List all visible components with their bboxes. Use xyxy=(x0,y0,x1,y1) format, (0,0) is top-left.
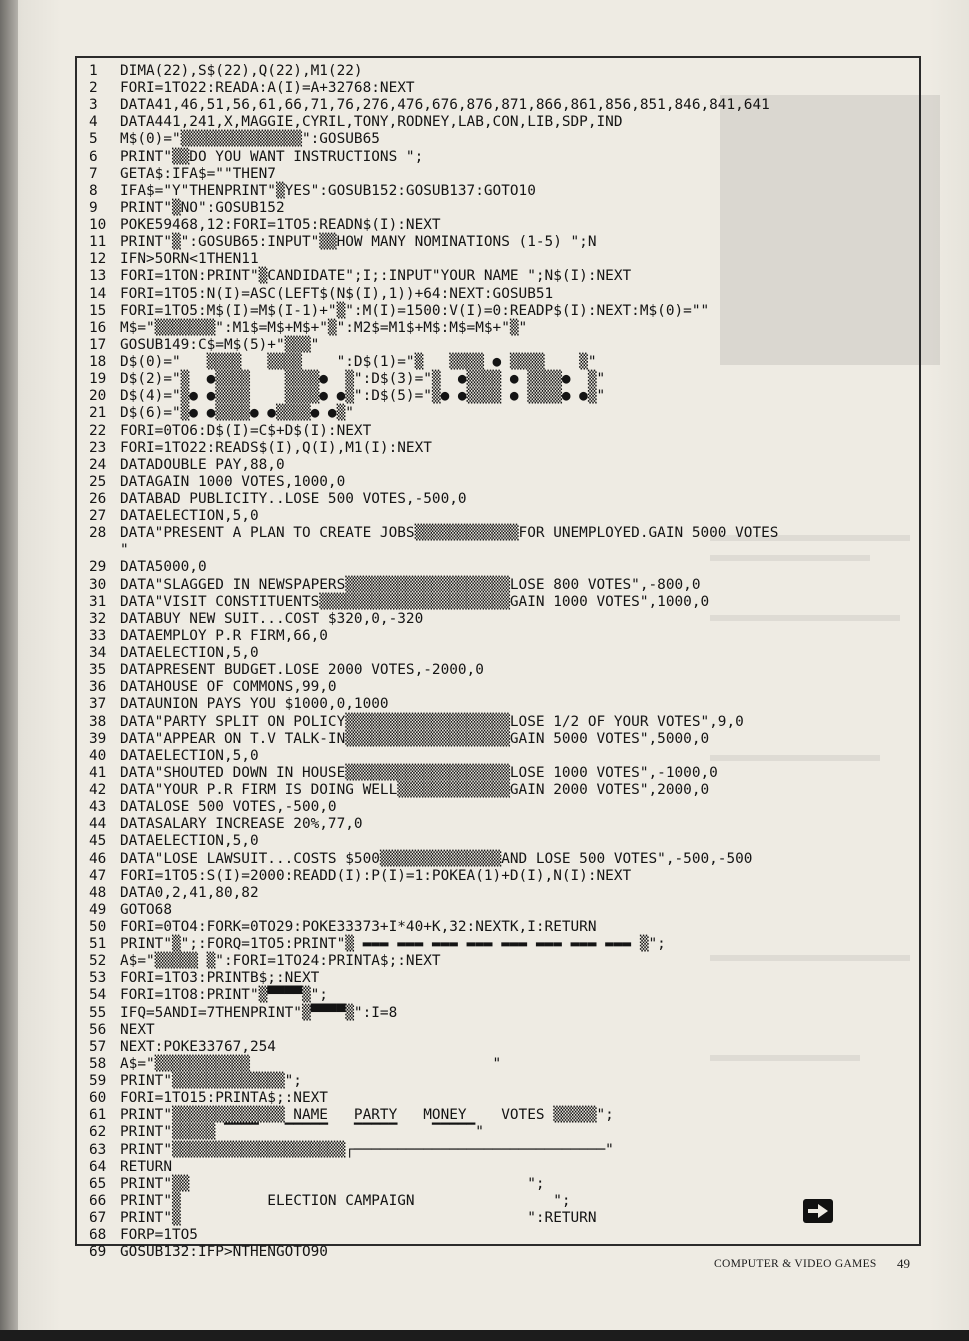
line-number: 27 xyxy=(89,508,107,525)
line-code: D$(2)="▒ ●▒▒▒▒ ▒▒▒▒● ▒":D$(3)="▒ ●▒▒▒▒ ● ▒▒▒▒● ▒" xyxy=(120,371,606,388)
line-code: DATAUNION PAYS YOU $1000,0,1000 xyxy=(120,696,389,713)
code-line xyxy=(89,131,380,148)
code-line xyxy=(89,63,363,80)
line-code: DATAGAIN 1000 VOTES,1000,0 xyxy=(120,473,346,490)
line-code: DATAHOUSE OF COMMONS,99,0 xyxy=(120,679,337,696)
code-line xyxy=(89,1193,571,1210)
code-line xyxy=(89,628,328,645)
line-number: 58 xyxy=(89,1055,107,1072)
line-code: FORI=1TO5:N(I)=ASC(LEFT$(N$(I),1))+64:NEXT:GOSUB51 xyxy=(120,285,554,302)
line-code: NEXT:POKE33767,254 xyxy=(120,1038,276,1055)
line-code: M$="▒▒▒▒▒▒▒":M1$=M$+M$+"▒":M2$=M1$+M$:M$=M$+"▒" xyxy=(120,319,528,336)
line-code: FORI=1TO22:READA:A(I)=A+32768:NEXT xyxy=(120,80,415,97)
line-number: 50 xyxy=(89,919,107,935)
line-number: 36 xyxy=(89,679,107,696)
code-line xyxy=(89,816,363,833)
line-number: 14 xyxy=(89,285,107,302)
code-line xyxy=(89,1005,397,1022)
code-line xyxy=(89,286,553,303)
line-code: PRINT"▒▒▒▒▒▒▒▒▒▒▒▒▒ NAME PARTY MONEY VOTES ▒▒▒▒▒"; xyxy=(120,1107,614,1124)
code-line xyxy=(89,525,778,542)
line-code: M$(0)="▒▒▒▒▒▒▒▒▒▒▒▒▒▒":GOSUB65 xyxy=(120,131,380,148)
code-line xyxy=(89,234,597,251)
line-number: 37 xyxy=(89,696,107,713)
line-code: FORP=1TO5 xyxy=(120,1227,198,1244)
line-number: 15 xyxy=(89,302,107,319)
code-line xyxy=(89,423,371,440)
code-line xyxy=(89,919,597,936)
code-line xyxy=(89,320,527,337)
line-code: DATA"PARTY SPLIT ON POLICY▒▒▒▒▒▒▒▒▒▒▒▒▒▒▒▒▒▒▒LOSE 1/2 OF YOUR VOTES",9,0 xyxy=(120,713,744,730)
line-code: DATASALARY INCREASE 20%,77,0 xyxy=(120,816,363,833)
line-code: IFQ=5ANDI=7THENPRINT"▒▀▀▀▀▒":I=8 xyxy=(120,1004,398,1021)
line-number: 29 xyxy=(89,559,107,576)
line-code: FORI=1TO5:S(I)=2000:READD(I):P(I)=1:POKEA(1)+D(I),N(I):NEXT xyxy=(120,867,632,884)
line-code: IFA$="Y"THENPRINT"▒YES":GOSUB152:GOSUB137:GOTO10 xyxy=(120,182,536,199)
page-spine-shadow xyxy=(0,0,18,1341)
line-code: D$(0)=" ▒▒▒▒ ▒▒▒▒ ":D$(1)="▒ ▒▒▒▒ ● ▒▒▒▒ ▒" xyxy=(120,354,597,371)
code-line xyxy=(89,491,467,508)
code-line xyxy=(89,1056,501,1073)
line-code: FORI=0TO6:D$(I)=C$+D$(I):NEXT xyxy=(120,422,372,439)
line-number: 64 xyxy=(89,1158,107,1175)
line-number: 51 xyxy=(89,936,107,953)
line-number: 10 xyxy=(89,217,107,234)
code-line xyxy=(89,1039,276,1056)
line-number: 2 xyxy=(89,80,98,97)
code-line xyxy=(89,1090,328,1107)
line-code: PRINT"▒";:FORQ=1TO5:PRINT"▒ ▬▬▬ ▬▬▬ ▬▬▬ ▬▬▬ ▬▬▬ ▬▬▬ ▬▬▬ ▬▬▬ ▒"; xyxy=(120,936,666,953)
line-number: 28 xyxy=(89,525,107,542)
line-number: 47 xyxy=(89,867,107,884)
code-line xyxy=(89,200,285,217)
line-number: 49 xyxy=(89,901,107,918)
code-line xyxy=(89,833,259,850)
line-number: 35 xyxy=(89,662,107,679)
code-line xyxy=(89,714,744,731)
line-code: FORI=1TO3:PRINTB$;:NEXT xyxy=(120,970,320,987)
line-code: PRINT"▒ ELECTION CAMPAIGN "; xyxy=(120,1192,571,1209)
code-line xyxy=(89,457,285,474)
code-line xyxy=(89,337,319,354)
code-line xyxy=(89,542,129,559)
line-number: 43 xyxy=(89,799,107,816)
code-line xyxy=(89,1124,484,1141)
line-code: DATA41,46,51,56,61,66,71,76,276,476,676,876,871,866,861,856,851,846,841,641 xyxy=(120,97,770,114)
code-line xyxy=(89,936,666,953)
code-line xyxy=(89,354,597,371)
line-code: DATA"LOSE LAWSUIT...COSTS $500▒▒▒▒▒▒▒▒▒▒▒▒▒▒AND LOSE 500 VOTES",-500,-500 xyxy=(120,850,753,867)
line-number: 63 xyxy=(89,1141,107,1158)
line-number: 23 xyxy=(89,439,107,456)
line-code: GETA$:IFA$=""THEN7 xyxy=(120,165,276,182)
code-line xyxy=(89,902,172,919)
code-line xyxy=(89,559,207,576)
line-code: PRINT"▒▒ "; xyxy=(120,1175,545,1192)
code-line xyxy=(89,645,259,662)
line-code: PRINT"▒ ":RETURN xyxy=(120,1210,597,1227)
line-number: 55 xyxy=(89,1004,107,1021)
line-number: 59 xyxy=(89,1073,107,1090)
line-code: DATA"SLAGGED IN NEWSPAPERS▒▒▒▒▒▒▒▒▒▒▒▒▒▒▒▒▒▒▒LOSE 800 VOTES",-800,0 xyxy=(120,576,701,593)
line-code: DATABUY NEW SUIT...COST $320,0,-320 xyxy=(120,610,424,627)
line-number: 3 xyxy=(89,97,98,114)
code-line xyxy=(89,1210,597,1227)
line-code: DATA"VISIT CONSTITUENTS▒▒▒▒▒▒▒▒▒▒▒▒▒▒▒▒▒▒▒▒▒▒GAIN 1000 VOTES",1000,0 xyxy=(120,593,710,610)
code-line xyxy=(89,782,709,799)
line-code: PRINT"▒NO":GOSUB152 xyxy=(120,199,285,216)
line-number: 42 xyxy=(89,782,107,799)
line-code: DATAELECTION,5,0 xyxy=(120,747,259,764)
line-number: 4 xyxy=(89,114,98,131)
line-code: GOSUB132:IFP>NTHENGOTO90 xyxy=(120,1244,328,1261)
line-code: IFN>5ORN<1THEN11 xyxy=(120,251,259,268)
line-number: 18 xyxy=(89,354,107,371)
line-number: 26 xyxy=(89,491,107,507)
code-line xyxy=(89,970,319,987)
code-line xyxy=(89,508,259,525)
code-line xyxy=(89,1176,545,1193)
line-code: FORI=1TO15:PRINTA$;:NEXT xyxy=(120,1090,328,1107)
line-code: FORI=1TO8:PRINT"▒▀▀▀▀▒"; xyxy=(120,987,328,1004)
line-number: 67 xyxy=(89,1210,107,1227)
line-code: DATA"YOUR P.R FIRM IS DOING WELL▒▒▒▒▒▒▒▒▒▒▒▒▒GAIN 2000 VOTES",2000,0 xyxy=(120,782,710,799)
scan-bottom-edge xyxy=(0,1330,969,1341)
code-line xyxy=(89,474,345,491)
line-number: 68 xyxy=(89,1227,107,1244)
line-number: 66 xyxy=(89,1192,107,1209)
line-number: 46 xyxy=(89,850,107,867)
code-line xyxy=(89,80,415,97)
code-line xyxy=(89,594,709,611)
code-line xyxy=(89,953,441,970)
line-code: DATAEMPLOY P.R FIRM,66,0 xyxy=(120,627,328,644)
line-code: D$(6)="▒● ●▒▒▒▒● ●▒▒▒▒● ●▒" xyxy=(120,405,354,422)
line-code: FORI=1TO22:READS$(I),Q(I),M1(I):NEXT xyxy=(120,439,432,456)
line-code: FORI=1TO5:M$(I)=M$(I-1)+"▒":M(I)=1500:V(I)=0:READP$(I):NEXT:M$(0)="" xyxy=(120,302,710,319)
code-line xyxy=(89,1073,302,1090)
code-line xyxy=(89,97,770,114)
line-number: 53 xyxy=(89,970,107,987)
line-number: 6 xyxy=(89,148,98,165)
code-line xyxy=(89,371,605,388)
code-line xyxy=(89,799,337,816)
code-line xyxy=(89,1159,172,1176)
line-code: DATALOSE 500 VOTES,-500,0 xyxy=(120,799,337,816)
line-code: GOTO68 xyxy=(120,901,172,918)
line-code: DATAELECTION,5,0 xyxy=(120,508,259,525)
code-line xyxy=(89,731,709,748)
line-code: DATA"SHOUTED DOWN IN HOUSE▒▒▒▒▒▒▒▒▒▒▒▒▒▒▒▒▒▒▒LOSE 1000 VOTES",-1000,0 xyxy=(120,764,718,781)
line-number: 40 xyxy=(89,747,107,764)
line-number: 11 xyxy=(89,234,107,251)
line-code: DATA441,241,X,MAGGIE,CYRIL,TONY,RODNEY,LAB,CON,LIB,SDP,IND xyxy=(120,114,623,131)
code-line xyxy=(89,765,718,782)
line-number: 5 xyxy=(89,131,98,148)
line-code: PRINT"▒":GOSUB65:INPUT"▒▒HOW MANY NOMINATIONS (1-5) ";N xyxy=(120,234,597,251)
line-number: 34 xyxy=(89,645,107,662)
line-number: 39 xyxy=(89,730,107,747)
code-line xyxy=(89,577,700,594)
line-number: 7 xyxy=(89,165,98,182)
line-code: NEXT xyxy=(120,1021,155,1038)
line-number: 56 xyxy=(89,1021,107,1038)
line-code: POKE59468,12:FORI=1TO5:READN$(I):NEXT xyxy=(120,217,441,234)
code-line xyxy=(89,1227,198,1244)
line-number: 24 xyxy=(89,456,107,473)
code-line xyxy=(89,611,423,628)
line-code: A$="▒▒▒▒▒▒▒▒▒▒▒ " xyxy=(120,1055,502,1072)
right-arrow-icon xyxy=(803,1199,833,1223)
line-number: 62 xyxy=(89,1124,107,1141)
code-line xyxy=(89,405,354,422)
code-line xyxy=(89,388,605,405)
line-code: DATAELECTION,5,0 xyxy=(120,833,259,850)
line-code: PRINT"▒▒▒▒▒▒▒▒▒▒▒▒▒▒▒▒▒▒▒▒┌─────────────────────────────" xyxy=(120,1141,614,1158)
line-number: 57 xyxy=(89,1038,107,1055)
code-line xyxy=(89,1022,155,1039)
code-line xyxy=(89,217,441,234)
line-number: 12 xyxy=(89,251,107,268)
line-number: 20 xyxy=(89,388,107,405)
line-code: DATA5000,0 xyxy=(120,559,207,576)
code-line xyxy=(89,696,389,713)
line-code: DIMA(22),S$(22),Q(22),M1(22) xyxy=(120,63,363,79)
code-line xyxy=(89,440,432,457)
line-code: DATA"PRESENT A PLAN TO CREATE JOBS▒▒▒▒▒▒▒▒▒▒▒▒FOR UNEMPLOYED.GAIN 5000 VOTES xyxy=(120,525,779,542)
line-number: 69 xyxy=(89,1244,107,1261)
line-number: 17 xyxy=(89,336,107,353)
code-line xyxy=(89,268,631,285)
magazine-name: COMPUTER & VIDEO GAMES xyxy=(714,1258,877,1270)
line-number: 33 xyxy=(89,627,107,644)
code-line xyxy=(89,662,484,679)
line-code: PRINT"▒▒DO YOU WANT INSTRUCTIONS "; xyxy=(120,148,424,165)
line-number: 31 xyxy=(89,593,107,610)
code-line xyxy=(89,1107,614,1124)
line-number: 19 xyxy=(89,371,107,388)
line-number: 54 xyxy=(89,987,107,1004)
line-number: 21 xyxy=(89,405,107,422)
line-number: 60 xyxy=(89,1090,107,1107)
line-number: 22 xyxy=(89,422,107,439)
line-number: 41 xyxy=(89,764,107,781)
line-code: DATABAD PUBLICITY..LOSE 500 VOTES,-500,0 xyxy=(120,491,467,507)
code-line xyxy=(89,885,259,902)
line-number: 38 xyxy=(89,713,107,730)
line-code: DATAPRESENT BUDGET.LOSE 2000 VOTES,-2000,0 xyxy=(120,662,484,679)
line-code: FORI=1TON:PRINT"▒CANDIDATE";I;:INPUT"YOUR NAME ";N$(I):NEXT xyxy=(120,268,632,285)
line-code: DATA0,2,41,80,82 xyxy=(120,884,259,901)
line-number: 1 xyxy=(89,63,98,79)
line-number: 45 xyxy=(89,833,107,850)
line-code: RETURN xyxy=(120,1158,172,1175)
line-number: 44 xyxy=(89,816,107,833)
code-line xyxy=(89,868,631,885)
line-code: PRINT"▒▒▒▒▒▒▒▒▒▒▒▒▒"; xyxy=(120,1073,302,1090)
line-number: 65 xyxy=(89,1175,107,1192)
line-code: PRINT"▒▒▒▒▒ ▔▔▔▔ ▔▔▔▔▔ ▔▔▔▔▔ ▔▔▔▔▔" xyxy=(120,1124,484,1141)
line-number: 30 xyxy=(89,576,107,593)
line-number: 16 xyxy=(89,319,107,336)
line-code: DATADOUBLE PAY,88,0 xyxy=(120,456,285,473)
line-code: DATAELECTION,5,0 xyxy=(120,645,259,662)
line-number: 9 xyxy=(89,199,98,216)
line-code: " xyxy=(120,542,129,559)
code-line xyxy=(89,114,623,131)
line-number: 61 xyxy=(89,1107,107,1124)
line-code: FORI=0TO4:FORK=0TO29:POKE33373+I*40+K,32:NEXTK,I:RETURN xyxy=(120,919,597,935)
line-number: 25 xyxy=(89,473,107,490)
line-number: 13 xyxy=(89,268,107,285)
line-number: 48 xyxy=(89,884,107,901)
code-line xyxy=(89,251,259,268)
page-number: 49 xyxy=(897,1256,910,1271)
code-line xyxy=(89,183,536,200)
line-code: A$="▒▒▒▒▒ ▒":FORI=1TO24:PRINTA$;:NEXT xyxy=(120,953,441,970)
code-line xyxy=(89,149,423,166)
code-line xyxy=(89,679,337,696)
line-code: D$(4)="▒● ●▒▒▒▒ ▒▒▒▒● ●▒":D$(5)="▒● ●▒▒▒▒ ● ▒▒▒▒● ●▒" xyxy=(120,388,606,405)
code-line xyxy=(89,748,259,765)
line-number: 52 xyxy=(89,953,107,970)
code-line xyxy=(89,1142,614,1159)
line-code: GOSUB149:C$=M$(5)+"▒▒▒" xyxy=(120,336,320,353)
code-line xyxy=(89,1244,328,1261)
line-code: DATA"APPEAR ON T.V TALK-IN▒▒▒▒▒▒▒▒▒▒▒▒▒▒▒▒▒▒▒GAIN 5000 VOTES",5000,0 xyxy=(120,730,710,747)
code-line xyxy=(89,303,709,320)
code-line xyxy=(89,987,328,1004)
code-line xyxy=(89,166,276,183)
code-line xyxy=(89,851,752,868)
line-number: 8 xyxy=(89,182,98,199)
line-number: 32 xyxy=(89,610,107,627)
